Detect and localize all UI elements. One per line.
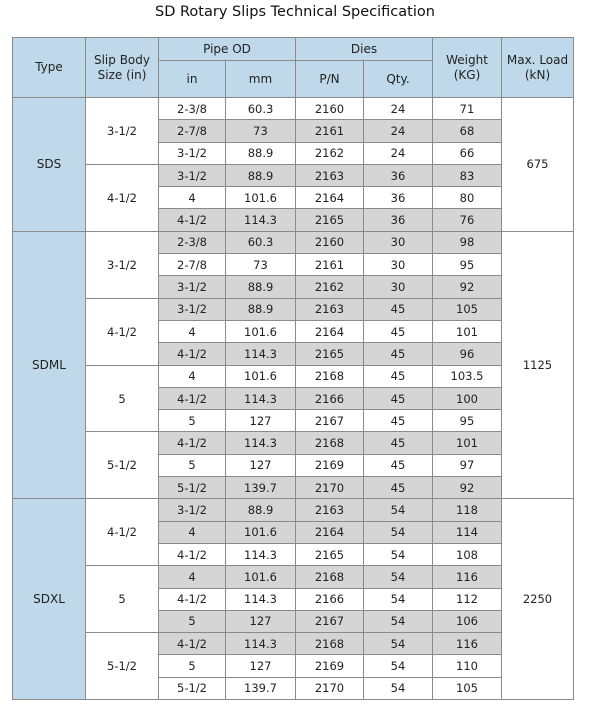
- pipe-od-mm-cell: 127: [226, 454, 296, 476]
- weight-cell: 71: [433, 98, 502, 120]
- dies-qty-cell: 54: [364, 499, 433, 521]
- dies-qty-cell: 36: [364, 187, 433, 209]
- spec-table: [12, 37, 574, 700]
- pipe-od-mm-cell: 139.7: [226, 477, 296, 499]
- pipe-od-in-cell: 4: [159, 320, 226, 342]
- weight-cell: 106: [433, 610, 502, 632]
- header-weight: Weight (KG): [433, 38, 502, 98]
- dies-pn-cell: 2168: [296, 365, 364, 387]
- dies-qty-cell: 24: [364, 98, 433, 120]
- table-row: [13, 365, 574, 387]
- pipe-od-in-cell: 3-1/2: [159, 499, 226, 521]
- pipe-od-in-cell: 4-1/2: [159, 432, 226, 454]
- dies-qty-cell: 30: [364, 276, 433, 298]
- weight-cell: 98: [433, 231, 502, 253]
- dies-pn-cell: 2168: [296, 566, 364, 588]
- dies-qty-cell: 36: [364, 209, 433, 231]
- dies-qty-cell: 36: [364, 164, 433, 186]
- pipe-od-in-cell: 3-1/2: [159, 142, 226, 164]
- weight-cell: 101: [433, 320, 502, 342]
- pipe-od-mm-cell: 114.3: [226, 633, 296, 655]
- table-row: [13, 633, 574, 655]
- weight-cell: 96: [433, 343, 502, 365]
- header-slip-body-size: Slip Body Size (in): [86, 38, 159, 98]
- pipe-od-in-cell: 5: [159, 610, 226, 632]
- dies-qty-cell: 24: [364, 142, 433, 164]
- weight-cell: 100: [433, 387, 502, 409]
- pipe-od-mm-cell: 101.6: [226, 566, 296, 588]
- weight-cell: 83: [433, 164, 502, 186]
- dies-pn-cell: 2169: [296, 655, 364, 677]
- table-row: [13, 566, 574, 588]
- weight-cell: 114: [433, 521, 502, 543]
- dies-pn-cell: 2164: [296, 320, 364, 342]
- dies-pn-cell: 2163: [296, 298, 364, 320]
- pipe-od-mm-cell: 127: [226, 610, 296, 632]
- table-title: SD Rotary Slips Technical Specification: [155, 4, 435, 20]
- weight-cell: 92: [433, 477, 502, 499]
- pipe-od-mm-cell: 114.3: [226, 432, 296, 454]
- dies-pn-cell: 2160: [296, 98, 364, 120]
- dies-pn-cell: 2163: [296, 499, 364, 521]
- pipe-od-in-cell: 5-1/2: [159, 677, 226, 699]
- weight-cell: 68: [433, 120, 502, 142]
- pipe-od-mm-cell: 127: [226, 655, 296, 677]
- pipe-od-in-cell: 4-1/2: [159, 209, 226, 231]
- weight-cell: 66: [433, 142, 502, 164]
- weight-cell: 92: [433, 276, 502, 298]
- dies-pn-cell: 2160: [296, 231, 364, 253]
- pipe-od-mm-cell: 60.3: [226, 98, 296, 120]
- dies-pn-cell: 2166: [296, 387, 364, 409]
- dies-pn-cell: 2161: [296, 120, 364, 142]
- type-cell: SDXL: [13, 499, 86, 700]
- dies-pn-cell: 2163: [296, 164, 364, 186]
- dies-pn-cell: 2165: [296, 343, 364, 365]
- pipe-od-mm-cell: 88.9: [226, 276, 296, 298]
- table-row: [13, 98, 574, 120]
- header-dies-pn: P/N: [296, 61, 364, 98]
- header-type: Type: [13, 38, 86, 98]
- header-dies-qty: Qty.: [364, 61, 433, 98]
- max-load-cell: 1125: [502, 231, 574, 499]
- pipe-od-mm-cell: 114.3: [226, 343, 296, 365]
- header-pipe-od-in: in: [159, 61, 226, 98]
- dies-qty-cell: 45: [364, 432, 433, 454]
- dies-pn-cell: 2166: [296, 588, 364, 610]
- pipe-od-in-cell: 2-7/8: [159, 120, 226, 142]
- pipe-od-in-cell: 2-3/8: [159, 231, 226, 253]
- pipe-od-in-cell: 4: [159, 521, 226, 543]
- pipe-od-mm-cell: 88.9: [226, 142, 296, 164]
- pipe-od-in-cell: 4-1/2: [159, 543, 226, 565]
- weight-cell: 95: [433, 410, 502, 432]
- slip-body-size-cell: 5: [86, 365, 159, 432]
- dies-qty-cell: 54: [364, 610, 433, 632]
- dies-qty-cell: 45: [364, 298, 433, 320]
- slip-body-size-cell: 4-1/2: [86, 499, 159, 566]
- pipe-od-mm-cell: 73: [226, 254, 296, 276]
- dies-qty-cell: 54: [364, 633, 433, 655]
- dies-qty-cell: 45: [364, 454, 433, 476]
- pipe-od-mm-cell: 114.3: [226, 543, 296, 565]
- pipe-od-in-cell: 4-1/2: [159, 343, 226, 365]
- header-dies: Dies: [296, 38, 433, 61]
- dies-qty-cell: 45: [364, 477, 433, 499]
- pipe-od-mm-cell: 114.3: [226, 588, 296, 610]
- header-pipe-od-mm: mm: [226, 61, 296, 98]
- pipe-od-in-cell: 4-1/2: [159, 387, 226, 409]
- weight-cell: 110: [433, 655, 502, 677]
- pipe-od-in-cell: 2-7/8: [159, 254, 226, 276]
- pipe-od-in-cell: 4: [159, 187, 226, 209]
- dies-pn-cell: 2162: [296, 276, 364, 298]
- slip-body-size-cell: 3-1/2: [86, 231, 159, 298]
- dies-pn-cell: 2165: [296, 543, 364, 565]
- dies-qty-cell: 45: [364, 343, 433, 365]
- dies-qty-cell: 54: [364, 655, 433, 677]
- table-body: [13, 98, 574, 700]
- slip-body-size-cell: 5-1/2: [86, 432, 159, 499]
- slip-body-size-cell: 4-1/2: [86, 298, 159, 365]
- dies-pn-cell: 2167: [296, 610, 364, 632]
- pipe-od-in-cell: 4-1/2: [159, 588, 226, 610]
- dies-qty-cell: 30: [364, 254, 433, 276]
- weight-cell: 118: [433, 499, 502, 521]
- pipe-od-in-cell: 5-1/2: [159, 477, 226, 499]
- dies-qty-cell: 45: [364, 320, 433, 342]
- dies-pn-cell: 2167: [296, 410, 364, 432]
- table-row: [13, 231, 574, 253]
- header-max-load: Max. Load (kN): [502, 38, 574, 98]
- dies-pn-cell: 2164: [296, 187, 364, 209]
- weight-cell: 105: [433, 298, 502, 320]
- type-cell: SDS: [13, 98, 86, 232]
- pipe-od-mm-cell: 114.3: [226, 209, 296, 231]
- table-row: [13, 298, 574, 320]
- dies-qty-cell: 54: [364, 543, 433, 565]
- weight-cell: 108: [433, 543, 502, 565]
- pipe-od-mm-cell: 114.3: [226, 387, 296, 409]
- weight-cell: 116: [433, 566, 502, 588]
- weight-cell: 76: [433, 209, 502, 231]
- pipe-od-mm-cell: 101.6: [226, 365, 296, 387]
- weight-cell: 95: [433, 254, 502, 276]
- dies-qty-cell: 45: [364, 365, 433, 387]
- pipe-od-mm-cell: 101.6: [226, 521, 296, 543]
- pipe-od-mm-cell: 73: [226, 120, 296, 142]
- dies-qty-cell: 54: [364, 588, 433, 610]
- weight-cell: 116: [433, 633, 502, 655]
- pipe-od-in-cell: 3-1/2: [159, 298, 226, 320]
- max-load-cell: 675: [502, 98, 574, 232]
- dies-qty-cell: 54: [364, 566, 433, 588]
- dies-pn-cell: 2168: [296, 432, 364, 454]
- pipe-od-in-cell: 4-1/2: [159, 633, 226, 655]
- header-pipe-od: Pipe OD: [159, 38, 296, 61]
- type-cell: SDML: [13, 231, 86, 499]
- pipe-od-mm-cell: 101.6: [226, 187, 296, 209]
- dies-pn-cell: 2164: [296, 521, 364, 543]
- table-row: [13, 499, 574, 521]
- dies-pn-cell: 2162: [296, 142, 364, 164]
- slip-body-size-cell: 4-1/2: [86, 164, 159, 231]
- dies-qty-cell: 54: [364, 521, 433, 543]
- pipe-od-mm-cell: 60.3: [226, 231, 296, 253]
- table-header: [13, 38, 574, 98]
- weight-cell: 103.5: [433, 365, 502, 387]
- pipe-od-in-cell: 3-1/2: [159, 164, 226, 186]
- pipe-od-mm-cell: 88.9: [226, 298, 296, 320]
- weight-cell: 97: [433, 454, 502, 476]
- pipe-od-in-cell: 4: [159, 365, 226, 387]
- dies-pn-cell: 2169: [296, 454, 364, 476]
- pipe-od-mm-cell: 88.9: [226, 499, 296, 521]
- pipe-od-in-cell: 5: [159, 454, 226, 476]
- dies-pn-cell: 2170: [296, 477, 364, 499]
- dies-qty-cell: 30: [364, 231, 433, 253]
- pipe-od-in-cell: 5: [159, 410, 226, 432]
- dies-qty-cell: 54: [364, 677, 433, 699]
- weight-cell: 101: [433, 432, 502, 454]
- dies-qty-cell: 45: [364, 410, 433, 432]
- max-load-cell: 2250: [502, 499, 574, 700]
- pipe-od-in-cell: 4: [159, 566, 226, 588]
- dies-pn-cell: 2165: [296, 209, 364, 231]
- table-row: [13, 432, 574, 454]
- dies-pn-cell: 2161: [296, 254, 364, 276]
- pipe-od-mm-cell: 139.7: [226, 677, 296, 699]
- weight-cell: 105: [433, 677, 502, 699]
- pipe-od-in-cell: 3-1/2: [159, 276, 226, 298]
- table-row: [13, 164, 574, 186]
- weight-cell: 80: [433, 187, 502, 209]
- pipe-od-mm-cell: 88.9: [226, 164, 296, 186]
- pipe-od-mm-cell: 127: [226, 410, 296, 432]
- slip-body-size-cell: 3-1/2: [86, 98, 159, 165]
- dies-qty-cell: 45: [364, 387, 433, 409]
- weight-cell: 112: [433, 588, 502, 610]
- dies-pn-cell: 2170: [296, 677, 364, 699]
- pipe-od-in-cell: 5: [159, 655, 226, 677]
- pipe-od-in-cell: 2-3/8: [159, 98, 226, 120]
- dies-pn-cell: 2168: [296, 633, 364, 655]
- pipe-od-mm-cell: 101.6: [226, 320, 296, 342]
- dies-qty-cell: 24: [364, 120, 433, 142]
- slip-body-size-cell: 5: [86, 566, 159, 633]
- slip-body-size-cell: 5-1/2: [86, 633, 159, 700]
